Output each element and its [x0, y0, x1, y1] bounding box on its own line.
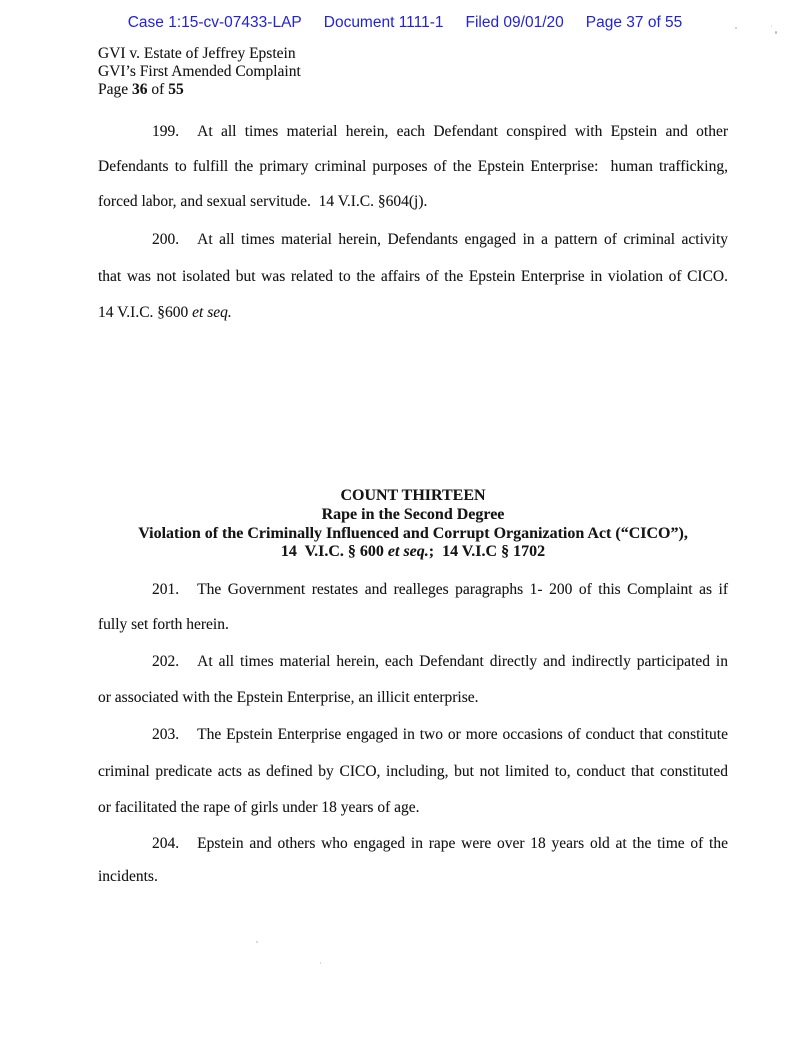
case-title: GVI v. Estate of Jeffrey Epstein — [98, 45, 296, 62]
case-page-line: Page 36 of 55 — [98, 81, 184, 98]
paragraph-204-line-2: incidents. — [98, 868, 158, 885]
paragraph-201-line-1: 201. The Government restates and realleges paragraphs 1- 200 of this Complaint as if — [152, 581, 728, 598]
paragraph-number: 200. — [152, 231, 180, 248]
paragraph-number: 203. — [152, 726, 180, 743]
count-heading-charge: Rape in the Second Degree — [321, 505, 505, 523]
stamp-page-number: Page 37 of 55 — [585, 14, 683, 31]
count-heading-statute-cites: 14 V.I.C. § 600 et seq.; 14 V.I.C § 1702 — [280, 543, 546, 561]
stamp-case-number: Case 1:15-cv-07433-LAP — [127, 14, 302, 31]
scan-artifact — [771, 25, 772, 27]
paragraph-204 — [98, 827, 728, 893]
scan-artifact — [775, 31, 777, 34]
paragraph-202-line-2: or associated with the Epstein Enterprise, an illicit enterprise. — [98, 689, 479, 706]
paragraph-200 — [98, 222, 728, 332]
paragraph-200-line-3: 14 V.I.C. §600 et seq. — [98, 304, 232, 321]
paragraph-number: 201. — [152, 581, 180, 598]
case-subtitle: GVI’s First Amended Complaint — [98, 63, 301, 80]
paragraph-200-line-1: 200. At all times material herein, Defendants engaged in a pattern of criminal activity — [152, 231, 728, 248]
paragraph-203-line-1: 203. The Epstein Enterprise engaged in two or more occasions of conduct that constitute — [152, 726, 728, 743]
paragraph-201-line-2: fully set forth herein. — [98, 616, 229, 633]
paragraph-204-line-1: 204. Epstein and others who engaged in rape were over 18 years old at the time of the — [152, 835, 728, 852]
court-header-stamp — [0, 13, 810, 33]
paragraph-203-line-2: criminal predicate acts as defined by CICO, including, but not limited to, conduct that constituted — [98, 762, 728, 780]
paragraph-199-line-3: forced labor, and sexual servitude. 14 V.I.C. §604(j). — [98, 193, 428, 210]
scan-artifact — [320, 962, 321, 964]
paragraph-199-line-2: Defendants to fulfill the primary criminal purposes of the Epstein Enterprise: human trafficking, — [98, 158, 728, 175]
scan-artifact — [735, 27, 737, 29]
paragraph-199 — [98, 114, 728, 219]
paragraph-number: 199. — [152, 123, 180, 140]
stamp-filed-date: Filed 09/01/20 — [465, 14, 564, 31]
paragraph-199-line-1: 199. At all times material herein, each Defendant conspired with Epstein and other — [152, 123, 728, 140]
latin-phrase: et seq. — [387, 543, 429, 561]
count-thirteen-heading — [98, 487, 728, 562]
count-heading-statute-name: Violation of the Criminally Influenced and Corrupt Organization Act (“CICO”), — [138, 524, 688, 542]
case-caption-block — [98, 45, 301, 99]
stamp-document-number: Document 1111-1 — [323, 14, 444, 31]
paragraph-number: 202. — [152, 653, 180, 670]
paragraph-203-line-3: or facilitated the rape of girls under 18 years of age. — [98, 799, 420, 816]
latin-phrase: et seq. — [192, 304, 232, 321]
paragraph-203 — [98, 717, 728, 827]
paragraph-202 — [98, 644, 728, 716]
paragraph-202-line-1: 202. At all times material herein, each Defendant directly and indirectly participated in — [152, 653, 728, 670]
count-heading-title: COUNT THIRTEEN — [340, 487, 486, 504]
paragraph-201 — [98, 572, 728, 642]
scan-artifact — [256, 941, 258, 943]
paragraph-number: 204. — [152, 835, 180, 852]
paragraph-200-line-2: that was not isolated but was related to the affairs of the Epstein Enterprise in violation of CICO. — [98, 267, 728, 285]
